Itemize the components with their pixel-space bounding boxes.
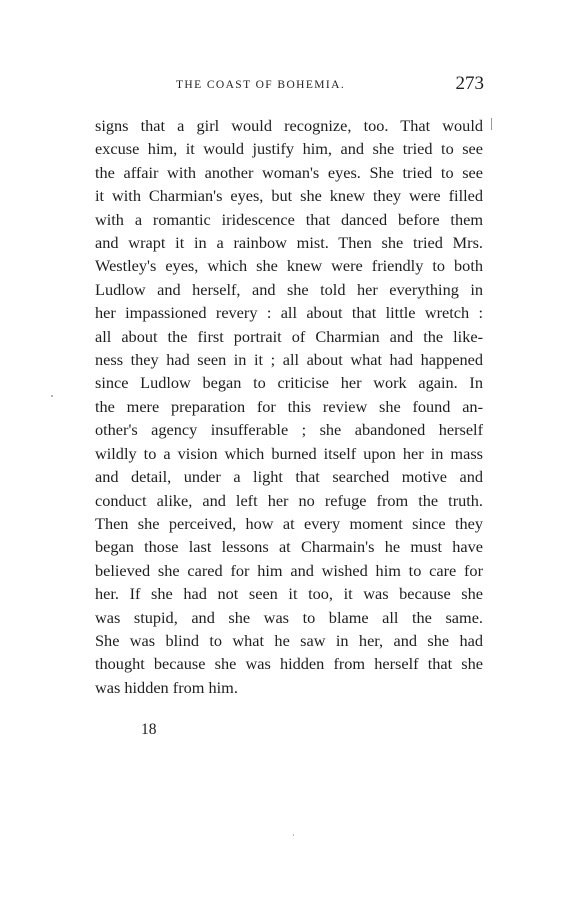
- text-line: She was blind to what he saw in her, and she had: [95, 630, 483, 650]
- text-line: it with Charmian's eyes, but she knew they were filled: [95, 186, 483, 206]
- text-line: the affair with another woman's eyes. She tried to see: [95, 162, 483, 182]
- text-line: other's agency insufferable ; she abandoned herself: [95, 420, 483, 440]
- text-line: excuse him, it would justify him, and she tried to see: [95, 139, 483, 159]
- text-line: wildly to a vision which burned itself upon her in mass: [95, 443, 483, 463]
- text-line: the mere preparation for this review she found an-: [95, 396, 483, 416]
- text-line: and detail, under a light that searched motive and: [95, 467, 483, 487]
- text-line: ness they had seen in it ; all about what had happened: [95, 350, 483, 370]
- text-line: was stupid, and she was to blame all the same.: [95, 607, 483, 627]
- text-line: all about the first portrait of Charmian and the like-: [95, 326, 483, 346]
- text-line: her. If she had not seen it too, it was because she: [95, 584, 483, 604]
- text-line: with a romantic iridescence that danced before them: [95, 209, 483, 229]
- text-line: was hidden from him.: [95, 677, 238, 697]
- text-line: since Ludlow began to criticise her work again. In: [95, 373, 483, 393]
- running-head: [96, 73, 484, 96]
- text-line: thought because she was hidden from herself that she: [95, 654, 483, 674]
- body-text: [95, 114, 483, 699]
- paper-speck: [491, 118, 492, 130]
- text-line: Then she perceived, how at every moment since they: [95, 513, 483, 533]
- paper-speck: [51, 395, 53, 397]
- running-title: THE COAST OF BOHEMIA.: [176, 79, 346, 91]
- text-line: Westley's eyes, which she knew were friendly to both: [95, 256, 483, 276]
- signature-mark: 18: [141, 721, 157, 738]
- text-line: Ludlow and herself, and she told her everything in: [95, 279, 483, 299]
- paper-speck: [293, 834, 294, 836]
- text-line: conduct alike, and left her no refuge from the truth.: [95, 490, 483, 510]
- text-line: her impassioned revery : all about that little wretch :: [95, 303, 483, 323]
- page-number: 273: [455, 73, 484, 94]
- text-line: and wrapt it in a rainbow mist. Then she tried Mrs.: [95, 233, 483, 253]
- text-line: believed she cared for him and wished him to care for: [95, 560, 483, 580]
- text-line: began those last lessons at Charmain's he must have: [95, 537, 483, 557]
- text-line: signs that a girl would recognize, too. That would: [95, 116, 483, 135]
